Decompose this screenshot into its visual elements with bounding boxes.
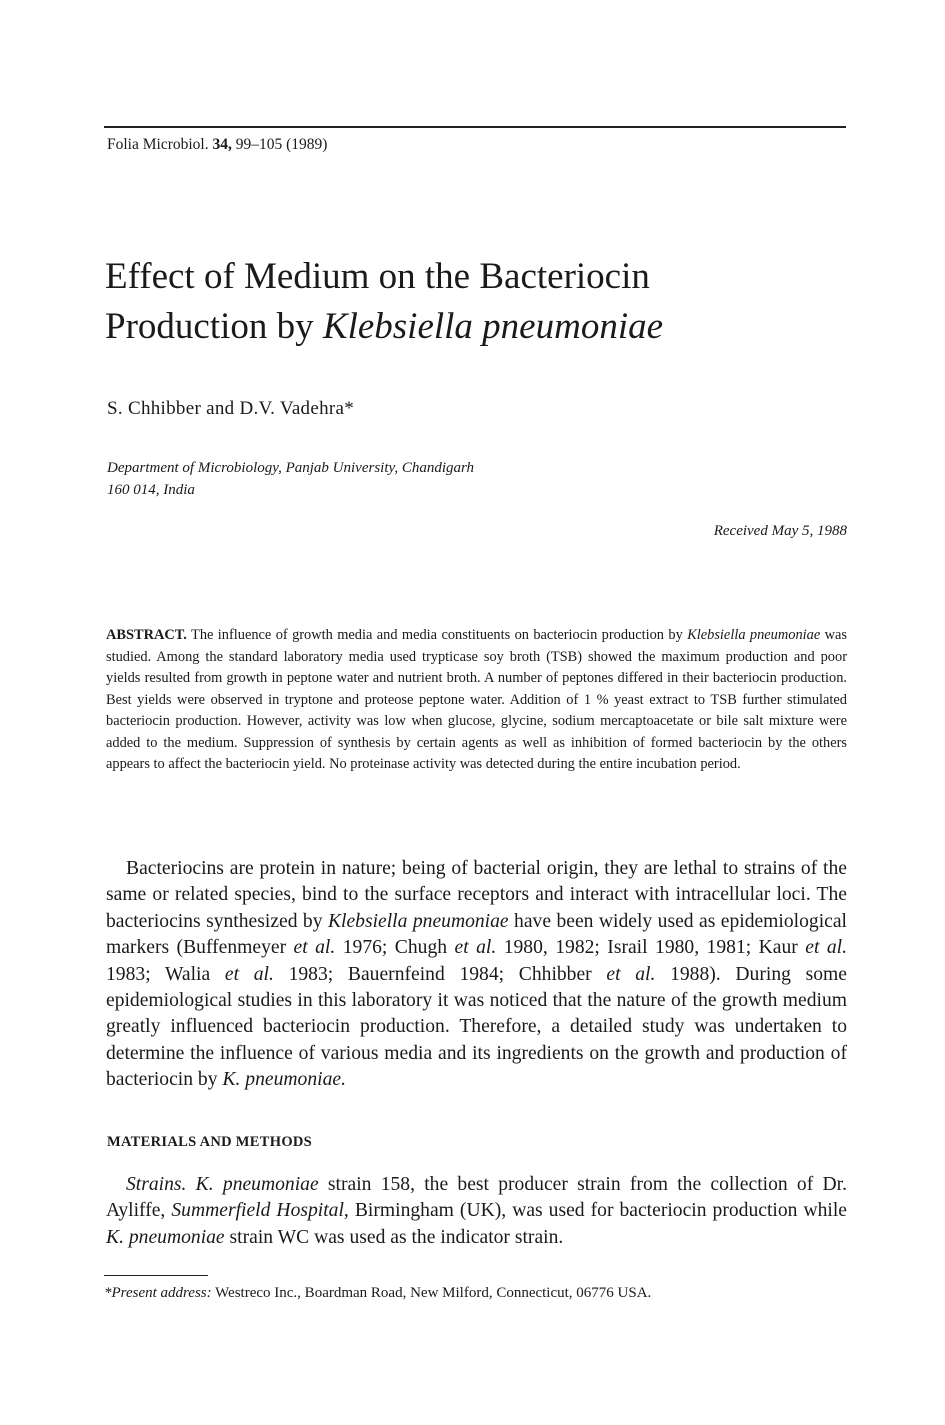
intro-text: Bacteriocins are protein in nature; being of bacterial origin, they are lethal to strains of the same or related species, bind to the surface receptors and interact with intracellular loci. The bacteriocins synthesized by [106, 858, 847, 932]
intro-italic: et al. [293, 937, 336, 959]
methods-text: Birmingham (UK), was used for bacteriocin production while [348, 1200, 847, 1222]
intro-text: have been widely used as epidemiological markers (Buffenmeyer [106, 910, 847, 959]
footnote-label: *Present address: [104, 1285, 212, 1301]
journal-volume: 34, [212, 136, 232, 153]
header-rule [104, 126, 846, 128]
journal-reference [107, 136, 327, 154]
methods-text: strain 158, the best producer strain from the collection of Dr. Ayliffe, [106, 1174, 847, 1222]
methods-italic: Strains. K. pneumoniae [126, 1174, 319, 1195]
intro-italic: Klebsiella pneumoniae [327, 910, 509, 932]
footnote-rule [104, 1275, 208, 1276]
abstract-text-1: The influence of growth media and media constituents on bacteriocin production by [186, 627, 688, 643]
authors: S. Chhibber and D.V. Vadehra* [107, 398, 355, 419]
abstract-label: ABSTRACT. [106, 627, 187, 643]
intro-text: 1983; Bauernfeind 1984; Chhibber [273, 963, 607, 985]
affiliation-line-1: Department of Microbiology, Panjab University, Chandigarh [107, 460, 475, 476]
affiliation [107, 457, 474, 501]
section-heading: MATERIALS AND METHODS [107, 1134, 313, 1150]
intro-text: 1983; Walia [106, 963, 225, 985]
footnote [104, 1285, 651, 1302]
journal-name: Folia Microbiol. [107, 136, 213, 153]
received-date: Received May 5, 1988 [713, 523, 847, 539]
methods-text: strain WC was used as the indicator strain. [224, 1226, 564, 1248]
intro-italic: et al. [454, 937, 497, 959]
article-title [105, 252, 845, 352]
methods-paragraph [106, 1172, 847, 1251]
abstract-organism: Klebsiella pneumoniae [687, 627, 821, 643]
methods-italic: Summerfield Hospital, [171, 1200, 349, 1222]
intro-italic: et al. [805, 937, 847, 959]
intro-text: 1988). During some epidemiological studies in this laboratory it was noticed that the nature of the growth medium greatly influenced bacteriocin production. Therefore, a detailed study was undertaken to determine the influence of various media and its ingredients on the growth and production of bacteriocin by [106, 963, 847, 1091]
abstract [106, 625, 847, 776]
affiliation-line-2: 160 014, India [107, 482, 195, 498]
title-line-2: Production by [105, 306, 323, 347]
abstract-text-2: was studied. Among the standard laboratory media used trypticase soy broth (TSB) showed the maximum production and poor yields resulted from growth in peptone water and nutrient broth. A number of peptones differed in their bacteriocin production. Best yields were observed in tryptone and proteose peptone water. Addition of 1 % yeast extract to TSB further stimulated bacteriocin production. However, activity was low when glucose, glycine, sodium mercaptoacetate or bile salt mixture were added to the medium. Suppression of synthesis by certain agents as well as inhibition of formed bacteriocin by the others appears to affect the bacteriocin yield. No proteinase activity was detected during the entire incubation period. [106, 627, 847, 772]
title-line-1: Effect of Medium on the Bacteriocin [105, 256, 650, 297]
intro-italic: et al. [224, 963, 274, 985]
journal-pages-year: 99–105 (1989) [231, 136, 328, 153]
footnote-text: Westreco Inc., Boardman Road, New Milford, Connecticut, 06776 USA. [211, 1285, 652, 1301]
methods-italic: K. pneumoniae [106, 1226, 225, 1248]
title-organism: Klebsiella pneumoniae [322, 306, 664, 347]
introduction-paragraph [106, 856, 847, 1094]
intro-italic: et al. [606, 963, 656, 985]
intro-italic: K. pneumoniae. [222, 1069, 346, 1091]
intro-text: 1976; Chugh [335, 937, 455, 959]
intro-text: 1980, 1982; Israil 1980, 1981; Kaur [496, 937, 806, 959]
